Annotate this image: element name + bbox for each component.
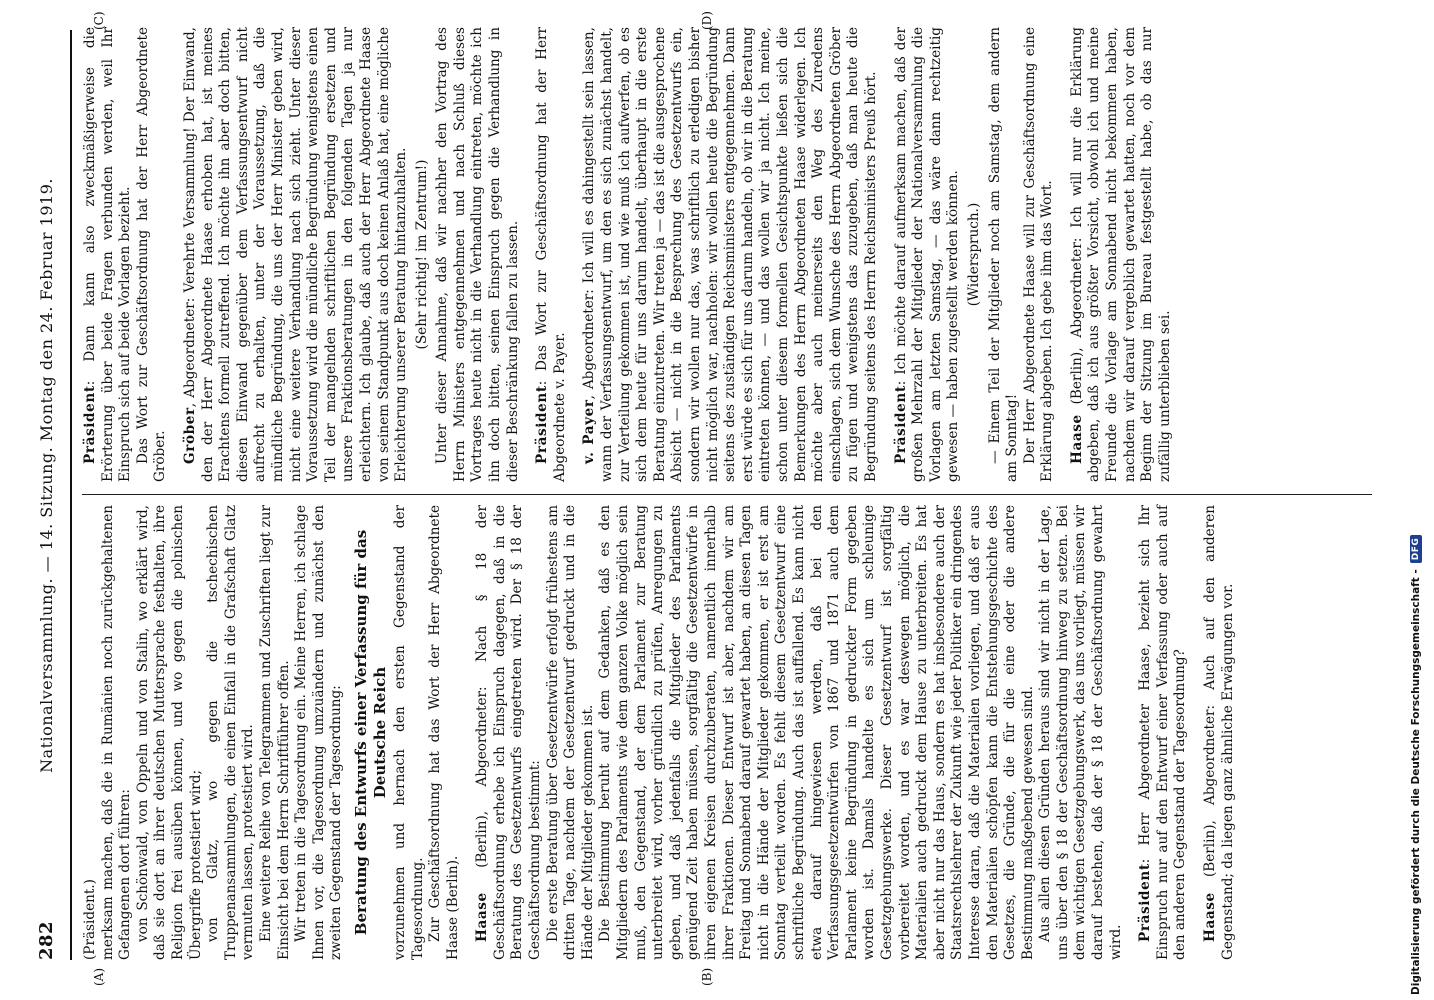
speech-paragraph (581, 27, 880, 482)
speaker-name: Präsident (534, 385, 551, 464)
speech-paragraph (474, 505, 544, 960)
speaker-name: Haase (474, 892, 491, 942)
text-paragraph: Wir treten in die Tagesordnung ein. Meine Herren, ich schlage Ihnen vor, die Tagesordnung umzuändern und zunächst den zweiten Gegenstand der Tagesordnung: (293, 505, 345, 960)
agenda-heading: Beratung des Entwurfs einer Verfassung für das Deutsche Reich (351, 529, 389, 936)
page-header-title: Nationalversammlung. — 14. Sitzung. Montag den 24. Februar 1919. (37, 178, 56, 773)
text-paragraph: merksam machen, daß die in Rumänien noch zurückgehaltenen Gefangenen dort führen: (99, 505, 134, 960)
paragraph-gap (462, 505, 474, 960)
margin-mark-c: (C) (92, 11, 106, 30)
text-paragraph: Die Bestimmung beruht auf dem Gedanken, daß es den Mitgliedern des Parlaments wie dem ganzen Volke möglich sein muß, den Gegenstand, der dem Parlament zur Beratung unterbreitet wird, vorher gründlich zu prüfen, Anregungen zu geben, und daß jedenfalls die Mitglieder des Parlaments genügend Zeit haben müssen, sorgfältig die Gesetzentwürfe in ihren eigenen Kreisen durchzuberaten, namentlich innerhalb ihrer Fraktionen. Dieser Entwurf ist aber, nachdem wir am Freitag und Sonnabend darauf gewartet haben, an diesen Tagen nicht in die Hände der Mitglieder gekommen, er ist erst am Sonntag verteilt worden. Es fehlt diesem Gesetzentwurf eine schriftliche Begründung. Auch das ist auffallend. Es kann nicht etwa darauf hingewiesen werden, daß bei den Verfassungsgesetzentwürfen von 1867 und 1871 auch dem Parlament keine Begründung in gedruckter Form gegeben worden ist. Damals handelte es sich um schleunige Gesetzgebungswerke. Dieser Gesetzentwurf ist sorgfältig vorbereitet worden, und es war deswegen möglich, die Materialien auch gedruckt dem Hause zu unterbreiten. Es hat aber nicht nur das Haus, sondern es hat insbesondere auch der Staatsrechtslehrer der Zukunft wie jeder Politiker ein dringendes Interesse daran, daß die Materialien vorliegen, und daß er aus den Materialien schöpfen kann die Entstehungsgeschichte des Gesetzes, die Gründe, die für die eine oder die andere Bestimmung maßgebend gewesen sind. (597, 505, 1036, 960)
speech-text: , Abgeordneter: Ich will es dahingestellt sein lassen, wann der Verfassungsentwurf, um den es sich zunächst handelt, zur Verteilung gekommen ist, und wie muß ich aufwerfen, ob es sich dem heute für uns darum handelt, überhaupt in die erste Beratung einzutreten. Wir treten ja — das ist die ausgesprochene Absicht — nicht in die Besprechung des Gesetzentwurfs ein, sondern wir wollen nur das, was schriftlich zu erledigen bisher nicht möglich war, nachholen: wir wollen heute die Begründung seitens des zuständigen Reichsministers entgegennehmen. Dann erst würde es sich für uns darum handeln, ob wir in die Beratung eintreten können, — und das wollen wir ja nicht. Ich meine, schon unter diesem formellen Gesichtspunkte ließen sich die Bemerkungen des Herrn Abgeordneten Haase widerlegen. Ich möchte aber auch meinerseits den Weg des Zuredens einschlagen, sich dem Wunsche des Herrn Abgeordneten Gröber zu fügen und wenigstens das zuzugeben, daß man heute die Begründung seitens des Herrn Reichsministers Preuß hört. (581, 27, 879, 482)
speech-text: : Ich möchte darauf aufmerksam machen, daß der großen Mehrzahl der Mitglieder der Nationalversammlung die Vorlagen am letzten Samstag, — das wäre dann rechtzeitig gewesen — haben zugestellt werden können. (892, 27, 962, 482)
paragraph-gap (569, 27, 581, 482)
speaker-name: Gröber (181, 407, 198, 464)
text-paragraph: vorzunehmen und hernach den ersten Gegenstand der Tagesordnung. (391, 505, 426, 960)
margin-mark-d: (D) (700, 11, 714, 30)
speaker-name: Haase (1202, 892, 1219, 942)
text-paragraph: Aus allen diesen Gründen heraus sind wir nicht in der Lage, uns über den § 18 der Geschäftsordnung hinweg zu setzen. Bei dem wichtigen Gesetzgebungswerk, das uns vorliegt, müssen wir darauf bestehen, daß der § 18 der Geschäftsordnung gewahrt wird. (1037, 505, 1124, 960)
text-paragraph: Eine weitere Reihe von Telegrammen und Zuschriften liegt zur Einsicht bei dem Herrn Schriftführer offen. (257, 505, 292, 960)
dfg-logo-icon: DFG (1410, 535, 1422, 564)
speech-text: (Berlin), Abgeordneter: Auch auf den anderen Gegenstand; da liegen ganz ähnliche Erwägungen vor. (1202, 505, 1236, 960)
speech-paragraph (1069, 27, 1175, 482)
text-paragraph: — Einem Teil der Mitglieder noch am Samstag, dem andern am Sonntag! (986, 27, 1021, 482)
paragraph-gap (522, 27, 534, 482)
interjection: (Widerspruch.) (965, 202, 982, 307)
speech-paragraph (1202, 505, 1237, 960)
speech-text: : Herr Abgeordneter Haase, bezieht sich Ihr Einspruch nur auf den Entwurf einer Verfassung oder auch auf den anderen Gegenstand der Tagesordnung? (1137, 505, 1189, 960)
paragraph-gap (1190, 505, 1202, 960)
column-divider (82, 494, 1372, 495)
speech-paragraph (893, 27, 963, 482)
text-paragraph: Die erste Beratung über Gesetzentwürfe erfolgt frühestens am dritten Tage, nachdem der Gesetzentwurf gedruckt und in die Hände der Mitglieder gekommen ist. (544, 505, 596, 960)
credit-text: Digitalisierung gefördert durch die Deutsche Forschungsgemeinschaft - (1410, 569, 1422, 995)
speech-text: : Dann kann also zweckmäßigerweise die Erörterung über beide Fragen verbunden werden, weil Ihr Einspruch sich auf beide Vorlagen bezieht. (82, 27, 134, 482)
page-number: 282 (36, 920, 57, 960)
text-paragraph: von Glatz, wo gegen die tschechischen Truppenansammlungen, die einen Einfall in die Grafschaft Glatz vermuten lassen, protestiert wird. (205, 505, 257, 960)
speech-text: , Abgeordneter: Verehrte Versammlung! Der Einwand, den der Herr Abgeordnete Haase erhoben hat, ist meines Erachtens formell zutreffend. Ich möchte ihn aber doch bitten, diesen Einwand gegenüber dem Verfassungsentwurf nicht aufrecht zu erhalten, unter der Voraussetzung, daß die mündliche Begründung, die uns der Herr Minister geben wird, nicht eine weitere Verhandlung nach sich zieht. Unter dieser Voraussetzung wird die mündliche Begründung wenigstens einen Teil der mangelnden schriftlichen Begründung ersetzen und unsere Fraktionsberatungen in den folgenden Tagen ja nur erleichtern. Ich glaube, daß auch der Herr Abgeordnete Haase von seinem Standpunkt aus doch keinen Anlaß hat, eine mögliche Erleichterung unserer Beratung hintanzuhalten. (181, 27, 410, 482)
speaker-name: Präsident (892, 385, 909, 464)
paragraph-gap (1125, 505, 1137, 960)
text-paragraph: Unter dieser Annahme, daß wir nachher den Vortrag des Herrn Ministers entgegennehmen und nach Schluß dieses Vortrages heute nicht in die Verhandlung eintreten, möchte ich ihn doch bitten, seinen Einspruch gegen die Verhandlung in dieser Beschränkung fallen zu lassen. (434, 27, 521, 482)
speech-paragraph (182, 27, 411, 482)
speech-paragraph (82, 27, 135, 482)
text-paragraph: Das Wort zur Geschäftsordnung hat der Herr Abgeordnete Gröber. (134, 27, 169, 482)
interjection: (Sehr richtig! im Zentrum!) (413, 159, 430, 350)
speech-text: (Berlin), Abgeordneter: Nach § 18 der Geschäftsordnung erhebe ich Einspruch dagegen, daß in die Beratung des Gesetzentwurfs eingetreten wird. Der § 18 der Geschäftsordnung bestimmt: (474, 505, 544, 960)
digitization-credit (1410, 535, 1422, 995)
speech-text: : Das Wort zur Geschäftsordnung hat der Herr Abgeordnete v. Payer. (534, 27, 568, 482)
text-paragraph: Der Herr Abgeordnete Haase will zur Geschäftsordnung eine Erklärung abgeben. Ich gebe ihm das Wort. (1021, 27, 1056, 482)
paragraph-gap (170, 27, 182, 482)
speaker-name: Haase (1068, 414, 1085, 464)
speaker-name: v. Payer (581, 399, 598, 464)
margin-mark-a: (A) (92, 967, 106, 986)
margin-mark-b: (B) (700, 967, 714, 986)
speaker-name: Präsident (82, 385, 98, 464)
paragraph-gap (881, 27, 893, 482)
left-column (82, 505, 1382, 960)
running-header (36, 30, 72, 960)
right-column (82, 27, 1382, 482)
paragraph-gap (1057, 27, 1069, 482)
speech-text: (Berlin), Abgeordneter: Ich will nur die Erklärung abgeben, daß ich aus größter Vorsicht, obwohl ich und meine Freunde die Vorlage am Sonnabend nicht bekommen haben, nachdem wir darauf vergeblich gewartet hatten, noch vor dem Beginn der Sitzung im Bureau festgestellt habe, ob das nur zufällig unterblieben sei. (1068, 27, 1173, 482)
text-paragraph: von Schönwald, von Oppeln und von Stalin, wo erklärt wird, daß sie dort an ihrer deutschen Muttersprache festhalten, ihre Religion frei ausüben können, und wo gegen die polnischen Übergriffe protestiert wird; (134, 505, 204, 960)
text-paragraph: Zur Geschäftsordnung hat das Wort der Herr Abgeordnete Haase (Berlin). (427, 505, 461, 960)
text-paragraph: (Präsident.) (82, 879, 98, 960)
speech-paragraph (1137, 505, 1190, 960)
speech-paragraph (534, 27, 569, 482)
speaker-name: Präsident (1137, 863, 1154, 942)
